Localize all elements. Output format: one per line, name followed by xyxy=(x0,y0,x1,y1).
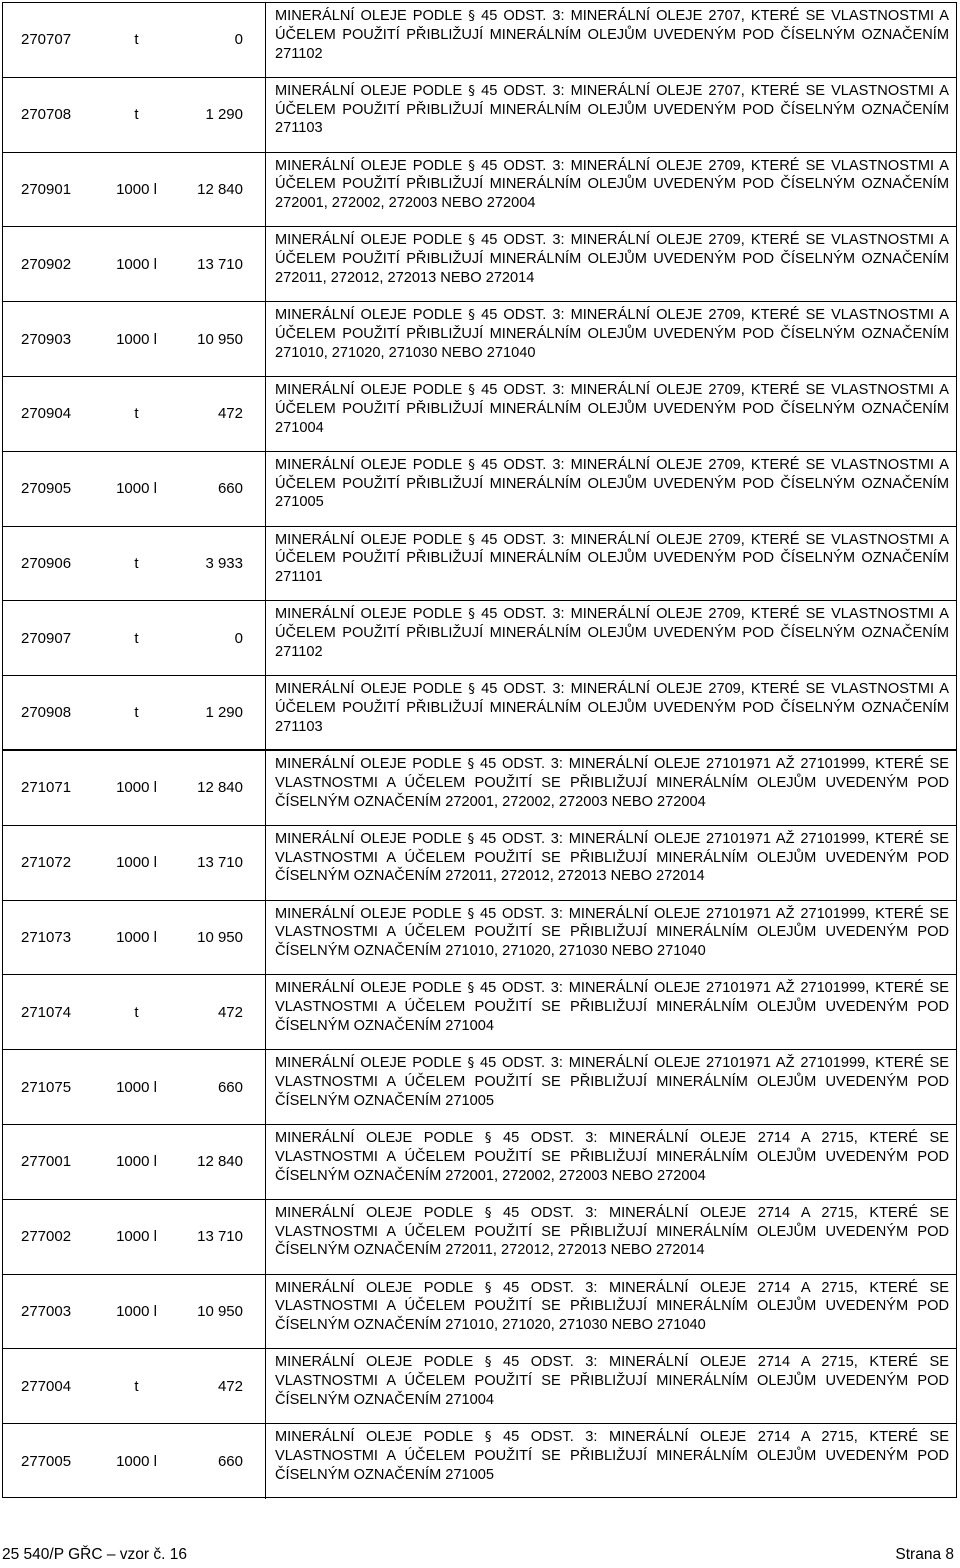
table-row xyxy=(3,3,956,78)
description-text: 45 ODST. 3: MINERÁLNÍ OLEJE 2709, KTERÉ SE VLASTNOSTMI A ÚČELEM POUŽITÍ PŘIBLIŽUJÍ MINERÁLNÍM OLEJŮM UVEDENÝM POD ČÍSELNÝM OZNAČENÍM 271102 xyxy=(275,606,950,660)
item-code: 271073 xyxy=(21,928,72,946)
description-lead: MINERÁLNÍ OLEJE PODLE xyxy=(275,1279,474,1296)
description xyxy=(266,377,956,451)
tax-rate: 12 840 xyxy=(197,180,243,198)
section-sign: § xyxy=(467,1055,475,1072)
description xyxy=(266,527,956,601)
table-row xyxy=(3,377,956,452)
page-footer xyxy=(2,1546,954,1564)
unit: 1000 l xyxy=(116,854,157,872)
description xyxy=(266,1125,956,1199)
description-lead: MINERÁLNÍ OLEJE PODLE xyxy=(275,232,463,249)
description-text: 45 ODST. 3: MINERÁLNÍ OLEJE 2709, KTERÉ SE VLASTNOSTMI A ÚČELEM POUŽITÍ PŘIBLIŽUJÍ MINERÁLNÍM OLEJŮM UVEDENÝM POD ČÍSELNÝM OZNAČENÍM 271010, 271020, 271030 NEBO 271040 xyxy=(275,307,950,361)
unit: t xyxy=(134,106,139,124)
description xyxy=(266,302,956,376)
unit: 1000 l xyxy=(116,180,157,198)
description-text: 45 ODST. 3: MINERÁLNÍ OLEJE 27101971 AŽ 27101999, KTERÉ SE VLASTNOSTMI A ÚČELEM POUŽITÍ SE PŘIBLIŽUJÍ MINERÁLNÍM OLEJŮM UVEDENÝM POD ČÍSELNÝM OZNAČENÍM 271004 xyxy=(275,980,949,1034)
unit: t xyxy=(134,1377,139,1395)
description xyxy=(266,601,956,675)
code-cell xyxy=(3,1275,266,1349)
description-text: 45 ODST. 3: MINERÁLNÍ OLEJE 27101971 AŽ 27101999, KTERÉ SE VLASTNOSTMI A ÚČELEM POUŽITÍ SE PŘIBLIŽUJÍ MINERÁLNÍM OLEJŮM UVEDENÝM POD ČÍSELNÝM OZNAČENÍM 272011, 272012, 272013 NEBO 272014 xyxy=(275,830,949,885)
form-identifier: 25 540/P GŘC – vzor č. 16 xyxy=(2,1546,187,1563)
item-code: 270707 xyxy=(21,31,72,49)
description-text: 45 ODST. 3: MINERÁLNÍ OLEJE 2709, KTERÉ SE VLASTNOSTMI A ÚČELEM POUŽITÍ PŘIBLIŽUJÍ MINERÁLNÍM OLEJŮM UVEDENÝM POD ČÍSELNÝM OZNAČENÍM 272011, 272012, 272013 NEBO 272014 xyxy=(275,232,950,286)
description-text: 45 ODST. 3: MINERÁLNÍ OLEJE 2709, KTERÉ SE VLASTNOSTMI A ÚČELEM POUŽITÍ PŘIBLIŽUJÍ MINERÁLNÍM OLEJŮM UVEDENÝM POD ČÍSELNÝM OZNAČENÍM 271101 xyxy=(275,531,950,586)
code-cell xyxy=(3,527,266,601)
tax-rate: 0 xyxy=(234,629,243,647)
table-row xyxy=(3,826,956,901)
description-text: 45 ODST. 3: MINERÁLNÍ OLEJE 2714 A 2715, KTERÉ SE VLASTNOSTMI A ÚČELEM POUŽITÍ SE PŘIBLIŽUJÍ MINERÁLNÍM OLEJŮM UVEDENÝM POD ČÍSELNÝM OZNAČENÍM 271010, 271020, 271030 NEBO 271040 xyxy=(275,1279,949,1334)
description-text: 45 ODST. 3: MINERÁLNÍ OLEJE 2709, KTERÉ SE VLASTNOSTMI A ÚČELEM POUŽITÍ PŘIBLIŽUJÍ MINERÁLNÍM OLEJŮM UVEDENÝM POD ČÍSELNÝM OZNAČENÍM 271103 xyxy=(275,681,950,735)
section-sign: § xyxy=(468,606,476,623)
code-cell xyxy=(3,1349,266,1423)
description xyxy=(266,826,956,900)
description xyxy=(266,1200,956,1274)
section-sign: § xyxy=(467,980,475,997)
tax-rate: 10 950 xyxy=(197,1302,243,1320)
code-cell xyxy=(3,3,266,77)
tax-rate: 13 710 xyxy=(197,1228,243,1246)
code-cell xyxy=(3,1200,266,1274)
description xyxy=(266,901,956,975)
section-sign: § xyxy=(468,232,476,249)
description-lead: MINERÁLNÍ OLEJE PODLE xyxy=(275,381,463,398)
table-row xyxy=(3,1125,956,1200)
code-cell xyxy=(3,302,266,376)
table-row xyxy=(3,452,956,527)
unit: t xyxy=(134,31,139,49)
code-cell xyxy=(3,826,266,900)
table-row xyxy=(3,527,956,602)
unit: t xyxy=(134,405,139,423)
description xyxy=(266,1050,956,1124)
code-cell xyxy=(3,975,266,1049)
tax-rate: 472 xyxy=(217,1003,243,1021)
description-lead: MINERÁLNÍ OLEJE PODLE xyxy=(275,1429,474,1446)
description-text: 45 ODST. 3: MINERÁLNÍ OLEJE 27101971 AŽ 27101999, KTERÉ SE VLASTNOSTMI A ÚČELEM POUŽITÍ SE PŘIBLIŽUJÍ MINERÁLNÍM OLEJŮM UVEDENÝM POD ČÍSELNÝM OZNAČENÍM 272001, 272002, 272003 NEBO 272004 xyxy=(275,755,949,810)
description-text: 45 ODST. 3: MINERÁLNÍ OLEJE 2709, KTERÉ SE VLASTNOSTMI A ÚČELEM POUŽITÍ PŘIBLIŽUJÍ MINERÁLNÍM OLEJŮM UVEDENÝM POD ČÍSELNÝM OZNAČENÍM 271004 xyxy=(275,381,950,436)
table-row xyxy=(3,1050,956,1125)
tax-rate: 13 710 xyxy=(197,255,243,273)
item-code: 271071 xyxy=(21,779,72,797)
item-code: 270907 xyxy=(21,629,72,647)
description-text: 45 ODST. 3: MINERÁLNÍ OLEJE 2714 A 2715, KTERÉ SE VLASTNOSTMI A ÚČELEM POUŽITÍ SE PŘIBLIŽUJÍ MINERÁLNÍM OLEJŮM UVEDENÝM POD ČÍSELNÝM OZNAČENÍM 271005 xyxy=(275,1429,949,1483)
unit: 1000 l xyxy=(116,1153,157,1171)
section-sign: § xyxy=(468,8,476,24)
code-cell xyxy=(3,751,266,825)
section-sign: § xyxy=(468,681,476,698)
tax-rate: 472 xyxy=(217,405,243,423)
description-lead: MINERÁLNÍ OLEJE PODLE xyxy=(275,157,463,174)
section-sign: § xyxy=(467,905,475,922)
code-cell xyxy=(3,601,266,675)
description xyxy=(266,676,956,749)
code-cell xyxy=(3,1424,266,1499)
item-code: 277003 xyxy=(21,1302,72,1320)
table-row xyxy=(3,1424,956,1499)
tax-rate: 1 290 xyxy=(205,106,243,124)
description xyxy=(266,452,956,526)
description xyxy=(266,153,956,227)
code-cell xyxy=(3,78,266,152)
table-row xyxy=(3,676,956,751)
code-cell xyxy=(3,377,266,451)
table-row xyxy=(3,78,956,153)
description-text: 45 ODST. 3: MINERÁLNÍ OLEJE 2709, KTERÉ SE VLASTNOSTMI A ÚČELEM POUŽITÍ PŘIBLIŽUJÍ MINERÁLNÍM OLEJŮM UVEDENÝM POD ČÍSELNÝM OZNAČENÍM 271005 xyxy=(275,456,950,511)
section-sign: § xyxy=(468,456,476,473)
tax-rate: 10 950 xyxy=(197,928,243,946)
description-lead: MINERÁLNÍ OLEJE PODLE xyxy=(275,681,463,698)
table-row xyxy=(3,302,956,377)
table-row xyxy=(3,1275,956,1350)
description-text: 45 ODST. 3: MINERÁLNÍ OLEJE 2707, KTERÉ SE VLASTNOSTMI A ÚČELEM POUŽITÍ PŘIBLIŽUJÍ MINERÁLNÍM OLEJŮM UVEDENÝM POD ČÍSELNÝM OZNAČENÍM 271102 xyxy=(275,8,950,62)
description-lead: MINERÁLNÍ OLEJE PODLE xyxy=(275,307,463,324)
section-sign: § xyxy=(467,755,475,772)
item-code: 277002 xyxy=(21,1228,72,1246)
tax-rate: 1 290 xyxy=(205,704,243,722)
description xyxy=(266,3,956,77)
table-row xyxy=(3,1349,956,1424)
description xyxy=(266,1275,956,1349)
unit: 1000 l xyxy=(116,779,157,797)
item-code: 277005 xyxy=(21,1453,72,1471)
code-cell xyxy=(3,1050,266,1124)
tax-rate: 10 950 xyxy=(197,330,243,348)
description-lead: MINERÁLNÍ OLEJE PODLE xyxy=(275,830,462,847)
section-sign: § xyxy=(467,830,475,847)
unit: 1000 l xyxy=(116,480,157,498)
item-code: 270902 xyxy=(21,255,72,273)
description-lead: MINERÁLNÍ OLEJE PODLE xyxy=(275,8,463,24)
section-sign: § xyxy=(468,531,476,548)
section-sign: § xyxy=(484,1129,492,1146)
unit: 1000 l xyxy=(116,330,157,348)
code-cell xyxy=(3,1125,266,1199)
description-text: 45 ODST. 3: MINERÁLNÍ OLEJE 2714 A 2715, KTERÉ SE VLASTNOSTMI A ÚČELEM POUŽITÍ SE PŘIBLIŽUJÍ MINERÁLNÍM OLEJŮM UVEDENÝM POD ČÍSELNÝM OZNAČENÍM 271004 xyxy=(275,1354,949,1408)
item-code: 271072 xyxy=(21,854,72,872)
section-sign: § xyxy=(484,1279,492,1296)
unit: 1000 l xyxy=(116,1302,157,1320)
description-lead: MINERÁLNÍ OLEJE PODLE xyxy=(275,456,463,473)
description-text: 45 ODST. 3: MINERÁLNÍ OLEJE 2707, KTERÉ SE VLASTNOSTMI A ÚČELEM POUŽITÍ PŘIBLIŽUJÍ MINERÁLNÍM OLEJŮM UVEDENÝM POD ČÍSELNÝM OZNAČENÍM 271103 xyxy=(275,82,950,137)
tax-rate: 3 933 xyxy=(205,554,243,572)
description xyxy=(266,227,956,301)
unit: 1000 l xyxy=(116,928,157,946)
unit: t xyxy=(134,629,139,647)
description-text: 45 ODST. 3: MINERÁLNÍ OLEJE 2714 A 2715, KTERÉ SE VLASTNOSTMI A ÚČELEM POUŽITÍ SE PŘIBLIŽUJÍ MINERÁLNÍM OLEJŮM UVEDENÝM POD ČÍSELNÝM OZNAČENÍM 272011, 272012, 272013 NEBO 272014 xyxy=(275,1204,949,1259)
unit: 1000 l xyxy=(116,1453,157,1471)
item-code: 271074 xyxy=(21,1003,72,1021)
unit: 1000 l xyxy=(116,255,157,273)
description-lead: MINERÁLNÍ OLEJE PODLE xyxy=(275,531,463,548)
description xyxy=(266,751,956,825)
description-lead: MINERÁLNÍ OLEJE PODLE xyxy=(275,980,462,997)
table-row xyxy=(3,751,956,826)
description-lead: MINERÁLNÍ OLEJE PODLE xyxy=(275,755,462,772)
item-code: 270708 xyxy=(21,106,72,124)
description-lead: MINERÁLNÍ OLEJE PODLE xyxy=(275,1129,474,1146)
code-cell xyxy=(3,676,266,749)
item-code: 270906 xyxy=(21,554,72,572)
unit: 1000 l xyxy=(116,1078,157,1096)
item-code: 270908 xyxy=(21,704,72,722)
item-code: 271075 xyxy=(21,1078,72,1096)
item-code: 270904 xyxy=(21,405,72,423)
tax-rate: 660 xyxy=(217,1453,243,1471)
section-sign: § xyxy=(484,1204,492,1221)
item-code: 277001 xyxy=(21,1153,72,1171)
tax-rate: 13 710 xyxy=(197,854,243,872)
description-lead: MINERÁLNÍ OLEJE PODLE xyxy=(275,905,462,922)
code-cell xyxy=(3,452,266,526)
unit: t xyxy=(134,704,139,722)
tax-rate: 0 xyxy=(234,31,243,49)
tax-rate-table xyxy=(2,2,957,1498)
unit: t xyxy=(134,1003,139,1021)
section-sign: § xyxy=(468,157,476,174)
description xyxy=(266,1349,956,1423)
table-row xyxy=(3,601,956,676)
section-sign: § xyxy=(484,1354,492,1371)
tax-rate: 12 840 xyxy=(197,779,243,797)
description xyxy=(266,975,956,1049)
page-number: Strana 8 xyxy=(895,1546,954,1563)
table-row xyxy=(3,1200,956,1275)
item-code: 270901 xyxy=(21,180,72,198)
unit: t xyxy=(134,554,139,572)
description-text: 45 ODST. 3: MINERÁLNÍ OLEJE 27101971 AŽ 27101999, KTERÉ SE VLASTNOSTMI A ÚČELEM POUŽITÍ SE PŘIBLIŽUJÍ MINERÁLNÍM OLEJŮM UVEDENÝM POD ČÍSELNÝM OZNAČENÍM 271005 xyxy=(275,1055,949,1109)
description-text: 45 ODST. 3: MINERÁLNÍ OLEJE 2709, KTERÉ SE VLASTNOSTMI A ÚČELEM POUŽITÍ PŘIBLIŽUJÍ MINERÁLNÍM OLEJŮM UVEDENÝM POD ČÍSELNÝM OZNAČENÍM 272001, 272002, 272003 NEBO 272004 xyxy=(275,157,950,212)
description-text: 45 ODST. 3: MINERÁLNÍ OLEJE 2714 A 2715, KTERÉ SE VLASTNOSTMI A ÚČELEM POUŽITÍ SE PŘIBLIŽUJÍ MINERÁLNÍM OLEJŮM UVEDENÝM POD ČÍSELNÝM OZNAČENÍM 272001, 272002, 272003 NEBO 272004 xyxy=(275,1129,949,1184)
description-lead: MINERÁLNÍ OLEJE PODLE xyxy=(275,1055,462,1072)
item-code: 270905 xyxy=(21,480,72,498)
description-lead: MINERÁLNÍ OLEJE PODLE xyxy=(275,82,463,99)
description xyxy=(266,78,956,152)
section-sign: § xyxy=(468,82,476,99)
item-code: 277004 xyxy=(21,1377,72,1395)
code-cell xyxy=(3,227,266,301)
description-lead: MINERÁLNÍ OLEJE PODLE xyxy=(275,606,463,623)
section-sign: § xyxy=(468,307,476,324)
table-row xyxy=(3,901,956,976)
item-code: 270903 xyxy=(21,330,72,348)
description-lead: MINERÁLNÍ OLEJE PODLE xyxy=(275,1204,474,1221)
table-row xyxy=(3,975,956,1050)
tax-rate: 12 840 xyxy=(197,1153,243,1171)
table-row xyxy=(3,153,956,228)
code-cell xyxy=(3,153,266,227)
description-lead: MINERÁLNÍ OLEJE PODLE xyxy=(275,1354,474,1371)
tax-rate: 472 xyxy=(217,1377,243,1395)
section-sign: § xyxy=(484,1429,492,1446)
tax-rate: 660 xyxy=(217,1078,243,1096)
table-row xyxy=(3,227,956,302)
tax-rate: 660 xyxy=(217,480,243,498)
code-cell xyxy=(3,901,266,975)
unit: 1000 l xyxy=(116,1228,157,1246)
description xyxy=(266,1424,956,1499)
description-text: 45 ODST. 3: MINERÁLNÍ OLEJE 27101971 AŽ 27101999, KTERÉ SE VLASTNOSTMI A ÚČELEM POUŽITÍ SE PŘIBLIŽUJÍ MINERÁLNÍM OLEJŮM UVEDENÝM POD ČÍSELNÝM OZNAČENÍM 271010, 271020, 271030 NEBO 271040 xyxy=(275,905,949,960)
section-sign: § xyxy=(468,381,476,398)
